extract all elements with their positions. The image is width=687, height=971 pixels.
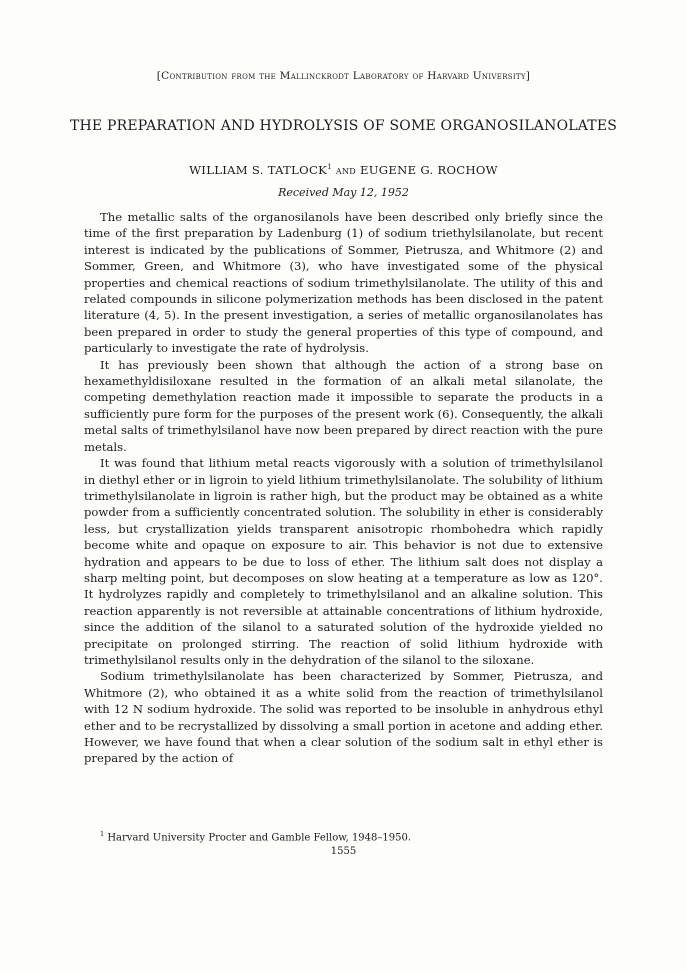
paragraph: It has previously been shown that although the action of a strong base on hexamethyldisiloxane resulted in the formation of an alkali metal silanolate, the competing demethylation reaction made it impossible to separate the products in a sufficiently pure form for the purposes of the present work (6). Consequently, the alkali metal salts of trimethylsilanol have now been prepared by direct reaction with the pure metals. [84, 357, 603, 454]
received-date: Received May 12, 1952 [278, 186, 409, 199]
author-rochow: EUGENE G. ROCHOW [359, 163, 498, 177]
footnote-text: Harvard University Procter and Gamble Fellow, 1948–1950. [107, 832, 412, 844]
author-line [0, 163, 687, 177]
page-number: 1555 [330, 846, 357, 857]
author-conjunction: and [335, 164, 356, 177]
footnote [84, 827, 603, 845]
footnote-mark: 1 [100, 830, 105, 838]
paragraph: The metallic salts of the organosilanols have been described only briefly since the time of the first preparation by Ladenburg (1) of sodium triethylsilanolate, but recent interest is indicated by the publications of Sommer, Pietrusza, and Whitmore (2) and Sommer, Green, and Whitmore (3), who have investigated some of the physical properties and chemical reactions of sodium trimethylsilanolate. The utility of this and related compounds in silicone polymerization methods has been disclosed in the patent literature (4, 5). In the present investigation, a series of metallic organosilanolates has been prepared in order to study the general properties of this type of compound, and particularly to investigate the rate of hydrolysis. [84, 210, 603, 356]
article-body [84, 209, 603, 767]
footnote-marker: 1 [327, 163, 332, 172]
author-tatlock: WILLIAM S. TATLOCK [189, 163, 328, 177]
article-title: THE PREPARATION AND HYDROLYSIS OF SOME ORGANOSILANOLATES [69, 118, 618, 134]
paragraph: It was found that lithium metal reacts vigorously with a solution of trimethylsilanol in diethyl ether or in ligroin to yield lithium trimethylsilanolate. The solubility of lithium trimethylsilanolate in ligroin is rather high, but the product may be obtained as a white powder from a sufficiently concentrated solution. The solubility in ether is considerably less, but crystallization yields transparent anisotropic rhombohedra which rapidly become white and opaque on exposure to air. This behavior is not due to extensive hydration and appears to be due to loss of ether. The lithium salt does not display a sharp melting point, but decomposes on slow heating at a temperature as low as 120°. It hydrolyzes rapidly and completely to trimethylsilanol and an alkaline solution. This reaction apparently is not reversible at attainable concentrations of lithium hydroxide, since the addition of the silanol to a saturated solution of the hydroxide yielded no precipitate on prolonged stirring. The reaction of solid lithium hydroxide with trimethylsilanol results only in the dehydration of the silanol to the siloxane. [84, 456, 603, 667]
contribution-header: [Contribution from the Mallinckrodt Laboratory of Harvard University] [156, 70, 531, 82]
paragraph: Sodium trimethylsilanolate has been characterized by Sommer, Pietrusza, and Whitmore (2), who obtained it as a white solid from the reaction of trimethylsilanol with 12 N sodium hydroxide. The solid was reported to be insoluble in anhydrous ethyl ether and to be recrystallized by dissolving a small portion in acetone and adding ether. However, we have found that when a clear solution of the sodium salt in ethyl ether is prepared by the action of [84, 669, 603, 766]
